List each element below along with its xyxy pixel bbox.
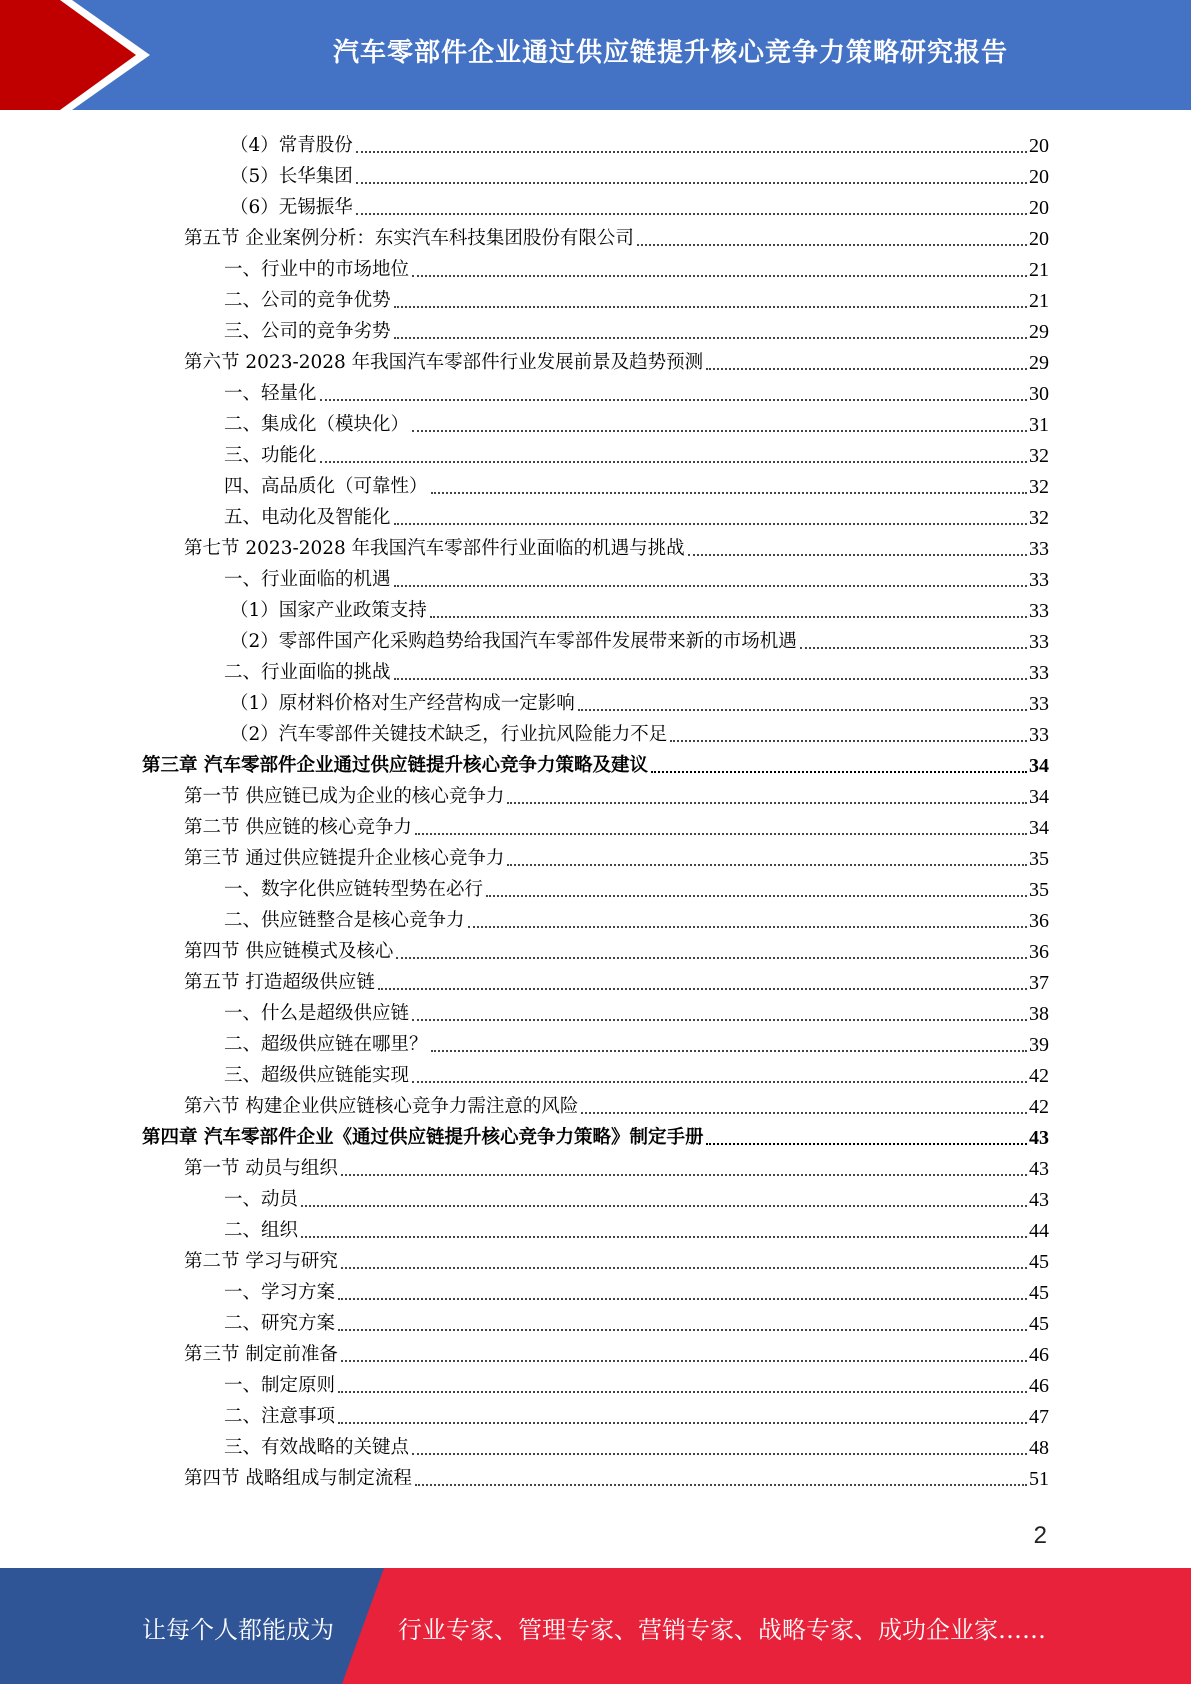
toc-entry-title: 第四章 汽车零部件企业《通过供应链提升核心竞争力策略》制定手册: [142, 1127, 704, 1148]
toc-entry-page: 33: [1029, 631, 1049, 653]
toc-dot-leader: [394, 522, 1027, 525]
toc-entry-page: 42: [1029, 1096, 1049, 1118]
footer-slogan-right: 行业专家、管理专家、营销专家、战略专家、成功企业家……: [398, 1616, 1046, 1644]
toc-entry[interactable]: [184, 1461, 1049, 1492]
toc-entry-title: 一、行业面临的机遇: [224, 569, 391, 590]
toc-entry[interactable]: [224, 1430, 1049, 1461]
toc-entry-title: （2）汽车零部件关键技术缺乏，行业抗风险能力不足: [230, 724, 668, 745]
toc-entry-page: 20: [1029, 228, 1049, 250]
toc-entry-page: 34: [1029, 755, 1049, 777]
toc-entry-page: 20: [1029, 166, 1049, 188]
toc-entry-title: 一、什么是超级供应链: [224, 1003, 410, 1024]
toc-dot-leader: [412, 1080, 1027, 1083]
toc-dot-leader: [341, 1173, 1027, 1176]
toc-entry[interactable]: [230, 717, 1049, 748]
toc-entry-title: 第一节 动员与组织: [184, 1158, 338, 1179]
toc-entry[interactable]: [230, 593, 1049, 624]
toc-entry[interactable]: [224, 562, 1049, 593]
toc-entry-title: 第二节 供应链的核心竞争力: [184, 817, 412, 838]
toc-entry-title: 二、超级供应链在哪里？: [224, 1034, 428, 1055]
toc-entry[interactable]: [184, 934, 1049, 965]
toc-entry-page: 32: [1029, 445, 1049, 467]
toc-entry-title: 第七节 2023-2028 年我国汽车零部件行业面临的机遇与挑战: [184, 538, 685, 559]
toc-dot-leader: [394, 336, 1027, 339]
toc-entry-title: 第六节 2023-2028 年我国汽车零部件行业发展前景及趋势预测: [184, 352, 704, 373]
toc-dot-leader: [356, 150, 1027, 153]
toc-entry[interactable]: [184, 531, 1049, 562]
toc-entry-title: （5）长华集团: [230, 166, 353, 187]
toc-entry-title: （6）无锡振华: [230, 197, 353, 218]
toc-entry-title: 三、公司的竞争劣势: [224, 321, 391, 342]
toc-entry-page: 36: [1029, 910, 1049, 932]
toc-entry-page: 42: [1029, 1065, 1049, 1087]
toc-entry-page: 33: [1029, 662, 1049, 684]
toc-entry[interactable]: [230, 128, 1049, 159]
toc-entry[interactable]: [224, 283, 1049, 314]
toc-entry-title: 第四节 供应链模式及核心: [184, 941, 394, 962]
toc-entry[interactable]: [224, 655, 1049, 686]
toc-dot-leader: [356, 181, 1027, 184]
toc-entry[interactable]: [224, 252, 1049, 283]
toc-entry[interactable]: [184, 779, 1049, 810]
toc-entry[interactable]: [224, 996, 1049, 1027]
toc-entry-title: （2）零部件国产化采购趋势给我国汽车零部件发展带来新的市场机遇: [230, 631, 797, 652]
toc-entry-page: 33: [1029, 600, 1049, 622]
toc-entry[interactable]: [224, 1368, 1049, 1399]
toc-entry-page: 20: [1029, 197, 1049, 219]
toc-entry[interactable]: [184, 345, 1049, 376]
toc-chapter-entry[interactable]: [142, 748, 1049, 779]
toc-entry-title: 第五节 打造超级供应链: [184, 972, 375, 993]
toc-entry-page: 35: [1029, 879, 1049, 901]
toc-entry-page: 37: [1029, 972, 1049, 994]
toc-entry-title: 二、研究方案: [224, 1313, 336, 1334]
toc-dot-leader: [301, 1204, 1027, 1207]
toc-entry-title: 第三节 通过供应链提升企业核心竞争力: [184, 848, 505, 869]
toc-entry-page: 29: [1029, 352, 1049, 374]
page-footer: [0, 1568, 1191, 1684]
toc-entry-title: 一、行业中的市场地位: [224, 259, 410, 280]
toc-entry-page: 34: [1029, 786, 1049, 808]
toc-entry-page: 21: [1029, 259, 1049, 281]
toc-entry-page: 43: [1029, 1127, 1049, 1149]
toc-entry-page: 34: [1029, 817, 1049, 839]
toc-entry-page: 46: [1029, 1344, 1049, 1366]
toc-entry-page: 51: [1029, 1468, 1049, 1490]
toc-entry-title: （4）常青股份: [230, 135, 353, 156]
toc-entry-page: 45: [1029, 1282, 1049, 1304]
toc-dot-leader: [356, 212, 1027, 215]
toc-entry[interactable]: [230, 159, 1049, 190]
toc-dot-leader: [706, 1142, 1027, 1145]
toc-entry[interactable]: [230, 190, 1049, 221]
toc-entry[interactable]: [230, 624, 1049, 655]
toc-entry[interactable]: [224, 407, 1049, 438]
toc-dot-leader: [431, 1049, 1027, 1052]
toc-entry-title: 第五节 企业案例分析：东实汽车科技集团股份有限公司: [184, 228, 634, 249]
toc-entry-page: 47: [1029, 1406, 1049, 1428]
toc-dot-leader: [341, 1266, 1027, 1269]
toc-entry-page: 46: [1029, 1375, 1049, 1397]
toc-entry[interactable]: [184, 221, 1049, 252]
toc-entry-page: 43: [1029, 1189, 1049, 1211]
toc-entry[interactable]: [224, 903, 1049, 934]
toc-entry-page: 38: [1029, 1003, 1049, 1025]
toc-entry-title: 一、轻量化: [224, 383, 317, 404]
toc-entry-page: 33: [1029, 693, 1049, 715]
toc-entry-page: 45: [1029, 1251, 1049, 1273]
toc-dot-leader: [341, 1359, 1027, 1362]
footer-slogan-left: 让每个人都能成为: [142, 1616, 334, 1644]
toc-entry[interactable]: [224, 469, 1049, 500]
toc-entry-title: （1）原材料价格对生产经营构成一定影响: [230, 693, 575, 714]
toc-entry-page: 31: [1029, 414, 1049, 436]
toc-dot-leader: [651, 770, 1027, 773]
toc-entry[interactable]: [224, 1058, 1049, 1089]
toc-dot-leader: [378, 987, 1027, 990]
toc-dot-leader: [670, 739, 1027, 742]
toc-entry-page: 39: [1029, 1034, 1049, 1056]
toc-chapter-entry[interactable]: [142, 1120, 1049, 1151]
toc-dot-leader: [412, 1452, 1027, 1455]
toc-entry[interactable]: [224, 376, 1049, 407]
toc-entry[interactable]: [224, 1027, 1049, 1058]
toc-entry-title: 五、电动化及智能化: [224, 507, 391, 528]
toc-entry-page: 48: [1029, 1437, 1049, 1459]
toc-dot-leader: [486, 894, 1027, 897]
toc-entry-title: 二、注意事项: [224, 1406, 336, 1427]
toc-entry-title: 第六节 构建企业供应链核心竞争力需注意的风险: [184, 1096, 579, 1117]
toc-entry-title: 第一节 供应链已成为企业的核心竞争力: [184, 786, 505, 807]
toc-entry-page: 33: [1029, 569, 1049, 591]
toc-dot-leader: [578, 708, 1027, 711]
toc-entry-title: 第三节 制定前准备: [184, 1344, 338, 1365]
toc-entry[interactable]: [224, 1213, 1049, 1244]
toc-dot-leader: [338, 1328, 1027, 1331]
toc-dot-leader: [507, 801, 1027, 804]
toc-entry[interactable]: [230, 686, 1049, 717]
toc-entry-title: 四、高品质化（可靠性）: [224, 476, 428, 497]
toc-entry[interactable]: [184, 1244, 1049, 1275]
report-title: 汽车零部件企业通过供应链提升核心竞争力策略研究报告: [332, 37, 1008, 68]
toc-entry-title: 一、动员: [224, 1189, 299, 1210]
toc-entry-page: 32: [1029, 507, 1049, 529]
toc-entry-title: 二、行业面临的挑战: [224, 662, 391, 683]
toc-entry[interactable]: [184, 810, 1049, 841]
toc-entry-title: 第二节 学习与研究: [184, 1251, 338, 1272]
toc-dot-leader: [507, 863, 1027, 866]
toc-entry-title: 第三章 汽车零部件企业通过供应链提升核心竞争力策略及建议: [142, 755, 648, 776]
toc-entry-page: 30: [1029, 383, 1049, 405]
toc-dot-leader: [637, 243, 1027, 246]
toc-entry[interactable]: [224, 872, 1049, 903]
toc-entry-title: 二、公司的竞争优势: [224, 290, 391, 311]
toc-entry-title: 三、超级供应链能实现: [224, 1065, 410, 1086]
toc-entry-title: 二、供应链整合是核心竞争力: [224, 910, 465, 931]
toc-entry[interactable]: [224, 1275, 1049, 1306]
page-number: 2: [1033, 1522, 1047, 1549]
toc-dot-leader: [412, 1018, 1027, 1021]
toc-dot-leader: [581, 1111, 1027, 1114]
toc-entry[interactable]: [184, 841, 1049, 872]
toc-dot-leader: [301, 1235, 1027, 1238]
toc-dot-leader: [430, 615, 1027, 618]
toc-dot-leader: [396, 956, 1027, 959]
toc-entry-page: 36: [1029, 941, 1049, 963]
toc-entry[interactable]: [224, 500, 1049, 531]
header-arrow-decoration: [0, 0, 150, 110]
toc-dot-leader: [394, 584, 1027, 587]
toc-entry[interactable]: [184, 1337, 1049, 1368]
toc-dot-leader: [338, 1297, 1027, 1300]
toc-entry[interactable]: [224, 438, 1049, 469]
toc-entry[interactable]: [184, 965, 1049, 996]
toc-entry[interactable]: [224, 1399, 1049, 1430]
toc-entry-page: 32: [1029, 476, 1049, 498]
toc-entry-title: 三、有效战略的关键点: [224, 1437, 410, 1458]
toc-entry-page: 45: [1029, 1313, 1049, 1335]
toc-entry[interactable]: [224, 1182, 1049, 1213]
toc-entry-page: 44: [1029, 1220, 1049, 1242]
toc-dot-leader: [415, 1483, 1027, 1486]
toc-entry-title: 第四节 战略组成与制定流程: [184, 1468, 412, 1489]
toc-dot-leader: [394, 677, 1027, 680]
toc-entry-page: 33: [1029, 538, 1049, 560]
toc-entry-title: 一、制定原则: [224, 1375, 336, 1396]
toc-entry-page: 43: [1029, 1158, 1049, 1180]
toc-dot-leader: [688, 553, 1027, 556]
toc-entry-page: 20: [1029, 135, 1049, 157]
toc-dot-leader: [320, 398, 1027, 401]
toc-dot-leader: [338, 1390, 1027, 1393]
toc-entry-page: 21: [1029, 290, 1049, 312]
toc-entry-title: （1）国家产业政策支持: [230, 600, 427, 621]
toc-entry[interactable]: [224, 1306, 1049, 1337]
toc-entry-title: 一、数字化供应链转型势在必行: [224, 879, 484, 900]
toc-dot-leader: [706, 367, 1027, 370]
toc-dot-leader: [394, 305, 1027, 308]
toc-entry-page: 35: [1029, 848, 1049, 870]
toc-entry-title: 二、组织: [224, 1220, 299, 1241]
toc-entry[interactable]: [184, 1151, 1049, 1182]
toc-entry-page: 33: [1029, 724, 1049, 746]
toc-dot-leader: [800, 646, 1027, 649]
toc-entry[interactable]: [184, 1089, 1049, 1120]
toc-dot-leader: [412, 429, 1027, 432]
toc-entry-title: 二、集成化（模块化）: [224, 414, 410, 435]
toc-dot-leader: [320, 460, 1027, 463]
toc-dot-leader: [338, 1421, 1027, 1424]
toc-entry-title: 一、学习方案: [224, 1282, 336, 1303]
toc-entry-title: 三、功能化: [224, 445, 317, 466]
toc-dot-leader: [412, 274, 1027, 277]
toc-entry[interactable]: [224, 314, 1049, 345]
page-header: [0, 0, 1191, 110]
toc-dot-leader: [468, 925, 1027, 928]
toc-dot-leader: [415, 832, 1027, 835]
toc-entry-page: 29: [1029, 321, 1049, 343]
toc-dot-leader: [431, 491, 1027, 494]
